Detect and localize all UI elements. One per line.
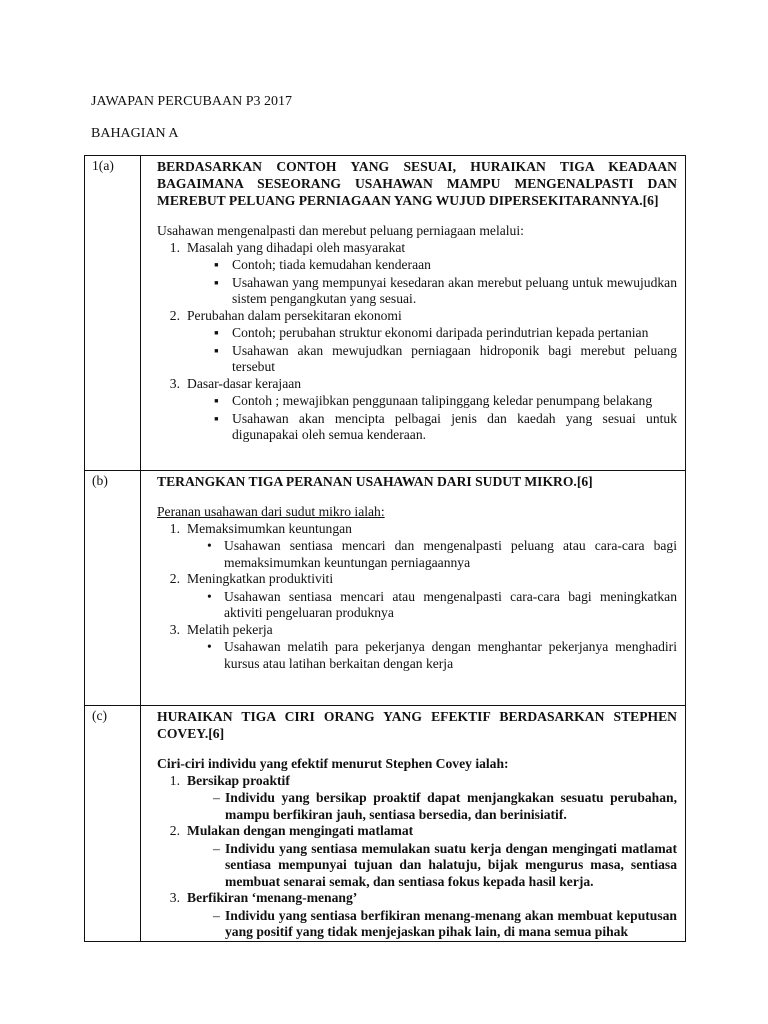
sub-point: ▪ Contoh; tiada kemudahan kenderaan [214, 257, 431, 272]
point-number: 3. [169, 375, 180, 391]
sub-point: – Individu yang sentiasa berfikiran menang-menang akan membuat keputusan yang positif yang tidak menjejaskan pihak lain, di mana semua pihak [213, 907, 677, 939]
table-row [85, 156, 686, 471]
answer-intro: Usahawan mengenalpasti dan merebut peluang perniagaan melalui: [157, 223, 524, 238]
dash-icon: – [213, 790, 220, 805]
point-number: 1. [169, 239, 180, 255]
section-heading: BAHAGIAN A [91, 126, 179, 141]
point-label: Mulakan dengan mengingati matlamat [187, 823, 414, 838]
sub-point: – Individu yang sentiasa memulakan suatu kerja dengan mengingati matlamat sentiasa mempunyai tujuan dan halatuju, bijak mengurus masa, sentiasa membuat senarai semak, dan sentiasa fokus kepada hasil kerja. [213, 840, 677, 889]
bullet-icon: ▪ [214, 257, 219, 272]
question-number: (c) [85, 706, 141, 942]
point-list [157, 521, 677, 673]
point-label: Melatih pekerja [187, 621, 273, 637]
point-number: 1. [169, 520, 180, 536]
point-number: 3. [169, 621, 180, 637]
bullet-icon: • [207, 538, 212, 553]
point-label: Berfikiran ‘menang-menang’ [187, 890, 358, 905]
point-label: Meningkatkan produktiviti [187, 571, 334, 586]
point-label: Bersikap proaktif [187, 772, 290, 788]
point-list [157, 240, 677, 444]
sub-point: ▪ Usahawan akan mewujudkan perniagaan hidroponik bagi merebut peluang tersebut [214, 342, 677, 374]
dash-icon: – [213, 907, 220, 923]
point-number: 1. [169, 772, 180, 788]
bullet-icon: ▪ [214, 325, 219, 340]
sub-point: • Usahawan sentiasa mencari atau mengenalpasti cara-cara bagi meningkatkan aktiviti pengeluaran produknya [207, 588, 677, 620]
list-item [157, 773, 677, 824]
list-item [157, 521, 677, 572]
point-number: 2. [169, 307, 180, 323]
question-text: HURAIKAN TIGA CIRI ORANG YANG EFEKTIF BERDASARKAN STEPHEN COVEY.[6] [157, 709, 677, 741]
sub-point: ▪ Usahawan yang mempunyai kesedaran akan merebut peluang untuk mewujudkan sistem pengangkutan yang sesuai. [214, 274, 677, 306]
list-item [157, 376, 677, 444]
sub-point: ▪ Usahawan akan mencipta pelbagai jenis dan kaedah yang sesuai untuk digunapakai oleh semua kenderaan. [214, 410, 677, 442]
point-label: Masalah yang dihadapi oleh masyarakat [187, 239, 406, 255]
list-item [157, 622, 677, 673]
sub-point: • Usahawan sentiasa mencari dan mengenalpasti peluang atau cara-cara bagi memaksimumkan keuntungan perniagaannya [207, 538, 677, 570]
point-label: Perubahan dalam persekitaran ekonomi [187, 307, 402, 323]
question-text: BERDASARKAN CONTOH YANG SESUAI, HURAIKAN TIGA KEADAAN BAGAIMANA SESEORANG USAHAWAN MAMPU MENGENALPASTI DAN MEREBUT PELUANG PERNIAGAAN YANG WUJUD DIPERSEKITARANNYA.[6] [157, 159, 677, 208]
point-label: Dasar-dasar kerajaan [187, 375, 302, 391]
bullet-icon: • [207, 588, 212, 604]
list-item [157, 308, 677, 376]
point-list [157, 773, 677, 941]
answer-intro: Ciri-ciri individu yang efektif menurut Stephen Covey ialah: [157, 756, 509, 771]
point-label: Memaksimumkan keuntungan [187, 520, 352, 536]
point-number: 2. [169, 823, 180, 838]
list-item [157, 240, 677, 308]
dash-icon: – [213, 840, 220, 856]
bullet-icon: • [207, 639, 212, 654]
answer-cell [141, 706, 686, 942]
list-item [157, 890, 677, 941]
answer-cell [141, 156, 686, 471]
answer-table [84, 155, 686, 942]
sub-point: • Usahawan melatih para pekerjanya dengan menghantar pekerjanya menghadiri kursus atau latihan berkaitan dengan kerja [207, 639, 677, 671]
sub-point: ▪ Contoh ; mewajibkan penggunaan talipinggang keledar penumpang belakang [214, 393, 653, 408]
answer-intro: Peranan usahawan dari sudut mikro ialah: [157, 504, 385, 519]
table-row [85, 706, 686, 942]
bullet-icon: ▪ [214, 410, 219, 426]
bullet-icon: ▪ [214, 342, 219, 358]
bullet-icon: ▪ [214, 274, 219, 290]
bullet-icon: ▪ [214, 393, 219, 408]
point-number: 3. [169, 890, 180, 905]
table-row [85, 471, 686, 706]
question-number: (b) [85, 471, 141, 706]
list-item [157, 823, 677, 890]
document-title: JAWAPAN PERCUBAAN P3 2017 [91, 94, 293, 109]
list-item [157, 571, 677, 622]
sub-point: ▪ Contoh; perubahan struktur ekonomi daripada perindutrian kepada pertanian [214, 325, 649, 340]
point-number: 2. [169, 571, 180, 586]
question-text: TERANGKAN TIGA PERANAN USAHAWAN DARI SUDUT MIKRO.[6] [157, 474, 593, 489]
sub-point: – Individu yang bersikap proaktif dapat menjangkakan sesuatu perubahan, mampu berfikiran jauh, sentiasa bersedia, dan berinisiatif. [213, 790, 677, 822]
answer-cell [141, 471, 686, 706]
question-number: 1(a) [85, 156, 141, 471]
